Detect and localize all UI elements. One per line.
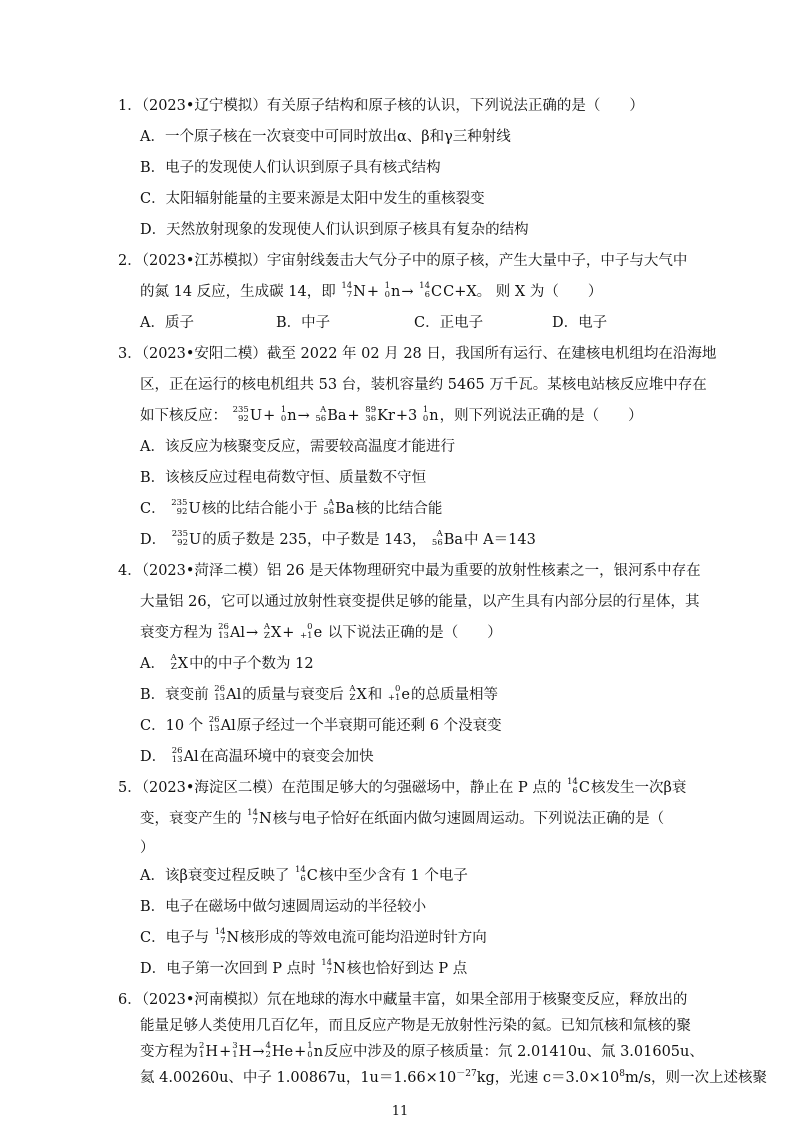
q4-stem-line2: 大量铝 26，它可以通过放射性衰变提供足够的能量，以产生具有内部分层的行星体，其: [140, 594, 700, 610]
nuclide-u235: 235 92 U: [171, 529, 202, 548]
nuclide-n14: 14 7 N: [321, 958, 346, 977]
nuclide-c14: 14 6 C: [567, 777, 590, 796]
q3-option-b: B．该核反应过程电荷数守恒、质量数不守恒: [140, 470, 427, 486]
q5-stem-line2: 变，衰变产生的 14 7 N核与电子恰好在纸面内做匀速圆周运动。下列说法正确的是（: [140, 808, 665, 827]
nuclide-c14: 14 6 C: [419, 281, 443, 300]
nuclide-u235: 235 92 U: [232, 405, 263, 424]
nuclide-x: A Z X: [170, 653, 189, 672]
q3-stem-line1: 3．（2023•安阳二模）截至 2022 年 02 月 28 日，我国所有运行、在建核电机组均在沿海地: [118, 346, 717, 362]
nuclide-al26: 26 13 Al: [171, 746, 199, 765]
operator: +: [219, 1044, 232, 1060]
q1-option-c: C．太阳辐射能量的主要来源是太阳中发生的重核裂变: [140, 191, 485, 207]
mass-number: 3: [232, 1041, 238, 1051]
q3-option-a: A．该反应为核聚变反应，需要较高温度才能进行: [140, 439, 455, 455]
nuclide-positron: 0 +1 e: [387, 684, 411, 703]
nuclide-ba: A 56 Ba: [431, 529, 464, 548]
nuclide-n14: 14 7 N: [341, 281, 366, 300]
q2-option-b: B．中子: [276, 315, 331, 331]
q4-option-a: A． A Z X中的中子个数为 12: [140, 653, 314, 672]
atomic-number: 2: [265, 1050, 271, 1060]
mass-number: 2: [199, 1041, 205, 1051]
q4-option-c: C．10 个 26 13 Al原子经过一个半衰期可能还剩 6 个没衰变: [140, 715, 502, 734]
q6-stem-line1: 6．（2023•河南模拟）氘在地球的海水中藏量丰富，如果全部用于核聚变反应，释放出的: [118, 992, 688, 1008]
nuclide-al26: 26 13 Al: [218, 622, 246, 641]
element-symbol: He: [271, 1044, 294, 1060]
q3-stem-line3: 如下核反应： 235 92 U+ 1 0 n→ A 56 Ba+ 89 36 Kr+3 1 0 n，则下列说法正确的是（ ）: [140, 405, 643, 424]
nuclide-h3: [232, 1042, 251, 1062]
q6-stem-line2: 能量足够人类使用几百亿年，而且反应产物是无放射性污染的氦。已知氘核和氚核的聚: [140, 1018, 691, 1034]
q6-stem-line4: [140, 1068, 767, 1090]
element-symbol: H: [205, 1044, 219, 1060]
q2-option-c: C．正电子: [414, 315, 484, 331]
q4-option-b: B．衰变前 26 13 Al的质量与衰变后 A Z X和 0 +1 e的总质量相等: [140, 684, 499, 703]
nuclide-neutron: 1 0 n: [422, 405, 439, 424]
nuclide-he4: [265, 1042, 293, 1062]
nuclide-n14: 14 7 N: [214, 927, 240, 946]
element-symbol: n: [313, 1044, 324, 1060]
q1-option-d: D．天然放射现象的发现使人们认识到原子核具有复杂的结构: [140, 222, 529, 238]
q2-stem-line1: 2．（2023•江苏模拟）宇宙射线轰击大气分子中的原子核，产生大量中子，中子与大气中: [118, 253, 688, 269]
q5-option-a: A．该β衰变过程反映了 14 6 C核中至少含有 1 个电子: [140, 865, 468, 884]
text: m/s，则一次上述核聚: [624, 1070, 768, 1086]
nuclide-neutron: [307, 1042, 323, 1062]
nuclide-al26: 26 13 Al: [214, 684, 242, 703]
q3-option-d: D． 235 92 U的质子数是 235，中子数是 143， A 56 Ba中 A＝143: [140, 529, 536, 548]
text: kg，光速 c＝3.0×10: [476, 1070, 620, 1086]
nuclide-x: A Z X: [263, 622, 282, 641]
q5-option-b: B．电子在磁场中做匀速圆周运动的半径较小: [140, 899, 427, 915]
q5-stem-line3: ）: [140, 840, 155, 856]
operator: +: [294, 1044, 307, 1060]
nuclide-n14: 14 7 N: [247, 808, 272, 827]
q2-option-a: A．质子: [140, 315, 194, 331]
exponent: －27: [456, 1069, 477, 1079]
q3-stem-line2: 区，正在运行的核电机组共 53 台，装机容量约 5465 万千瓦。某核电站核反应堆中存在: [140, 377, 707, 393]
atomic-number: 1: [232, 1050, 238, 1060]
q4-option-d: D． 26 13 Al在高温环境中的衰变会加快: [140, 746, 374, 765]
text: 反应中涉及的原子核质量：氘 2.01410u、氚 3.01605u、: [324, 1044, 704, 1060]
nuclide-ba: A 56 Ba: [315, 405, 347, 424]
nuclide-h2: [199, 1042, 218, 1062]
operator: →: [252, 1044, 265, 1060]
q4-stem-line1: 4．（2023•菏泽二模）铝 26 是天体物理研究中最为重要的放射性核素之一，银河系中存在: [118, 563, 701, 579]
nuclide-ba: A 56 Ba: [323, 498, 355, 517]
mass-number: 4: [265, 1041, 271, 1051]
nuclide-kr89: 89 36 Kr: [365, 405, 395, 424]
nuclide-x: A Z X: [349, 684, 367, 703]
nuclide-neutron: 1 0 n: [280, 405, 297, 424]
q1-option-a: A．一个原子核在一次衰变中可同时放出α、β和γ三种射线: [140, 129, 511, 145]
q3-option-c: C． 235 92 U核的比结合能小于 A 56 Ba核的比结合能: [140, 498, 443, 517]
element-symbol: H: [238, 1044, 252, 1060]
atomic-number: 1: [199, 1050, 205, 1060]
q5-option-d: D．电子第一次回到 P 点时 14 7 N核也恰好到达 P 点: [140, 958, 468, 977]
text: 氦 4.00260u、中子 1.00867u，1u＝1.66×10: [140, 1070, 457, 1086]
q1-stem: 1．（2023•辽宁模拟）有关原子结构和原子核的认识，下列说法正确的是（ ）: [118, 98, 644, 114]
q1-option-b: B．电子的发现使人们认识到原子具有核式结构: [140, 160, 441, 176]
nuclide-neutron: 1 0 n: [384, 281, 401, 300]
nuclide-u235: 235 92 U: [171, 498, 201, 517]
q2-stem-line2: 的氮 14 反应，生成碳 14，即 14 7 N+ 1 0 n→ 14 6 CC+X。 则 X 为（ ）: [140, 281, 603, 300]
q5-option-c: C．电子与 14 7 N核形成的等效电流可能均沿逆时针方向: [140, 927, 487, 946]
text: 变方程为: [140, 1044, 198, 1060]
page-number: 11: [391, 1104, 409, 1119]
q2-option-d: D．电子: [552, 315, 608, 331]
q5-stem-line1: 5．（2023•海淀区二模）在范围足够大的匀强磁场中，静止在 P 点的 14 6 C核发生一次β衰: [118, 777, 687, 796]
q4-stem-line3: 衰变方程为 26 13 Al→ A Z X+ 0 +1 e 以下说法正确的是（ ）: [140, 622, 502, 641]
q6-stem-line3: [140, 1042, 704, 1062]
nuclide-al26: 26 13 Al: [208, 715, 236, 734]
exponent: 8: [619, 1069, 625, 1079]
atomic-number: 0: [307, 1050, 313, 1060]
nuclide-positron: 0 +1 e: [300, 622, 323, 641]
nuclide-c14: 14 6 C: [294, 865, 318, 884]
mass-number: 1: [307, 1041, 313, 1051]
